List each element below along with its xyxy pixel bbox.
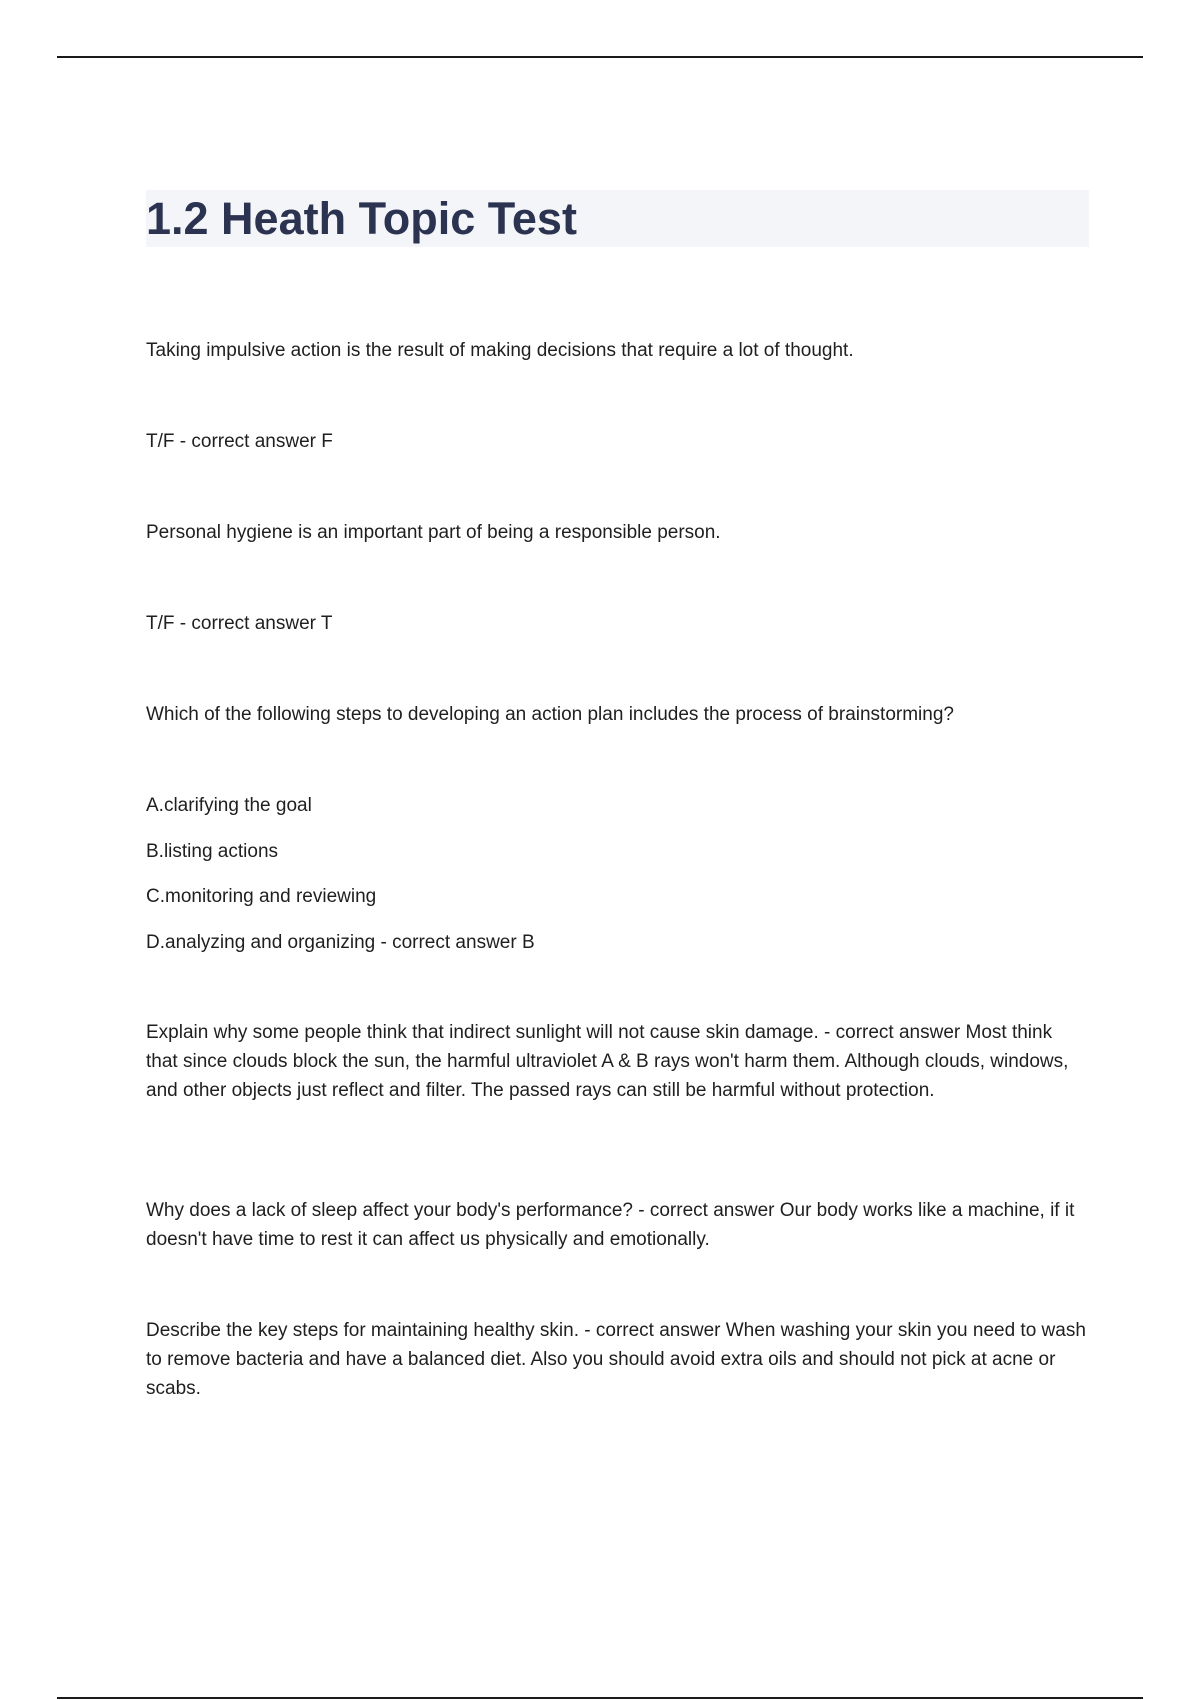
question-indirect-sunlight: Explain why some people think that indirect sunlight will not cause skin damage. - correct answer Most think that since clouds block the sun, the harmful ultraviolet A & B rays won't harm them. Although clouds, windows, and other objects just reflect and filter. The passed rays can still be harmful without protection. <box>146 1022 1069 1101</box>
option-a: A.clarifying the goal <box>146 795 312 816</box>
option-c: C.monitoring and reviewing <box>146 886 377 907</box>
top-rule <box>57 56 1143 58</box>
question-healthy-skin: Describe the key steps for maintaining healthy skin. - correct answer When washing your skin you need to wash to remove bacteria and have a balanced diet. Also you should avoid extra oils and should not pick at acne or scabs. <box>146 1320 1086 1399</box>
page-title: 1.2 Heath Topic Test <box>146 193 577 244</box>
question-personal-hygiene: Personal hygiene is an important part of being a responsible person. <box>146 522 721 543</box>
answer-impulsive-action: T/F - correct answer F <box>146 431 333 452</box>
option-b: B.listing actions <box>146 841 279 862</box>
answer-personal-hygiene: T/F - correct answer T <box>146 613 333 634</box>
question-action-plan: Which of the following steps to developing an action plan includes the process of brainstorming? <box>146 704 954 725</box>
bottom-rule <box>57 1697 1143 1699</box>
question-lack-of-sleep: Why does a lack of sleep affect your body's performance? - correct answer Our body works like a machine, if it doesn't have time to rest it can affect us physically and emotionally. <box>146 1200 1075 1250</box>
question-impulsive-action: Taking impulsive action is the result of making decisions that require a lot of thought. <box>146 340 854 361</box>
option-d-answer: D.analyzing and organizing - correct answer B <box>146 932 535 953</box>
